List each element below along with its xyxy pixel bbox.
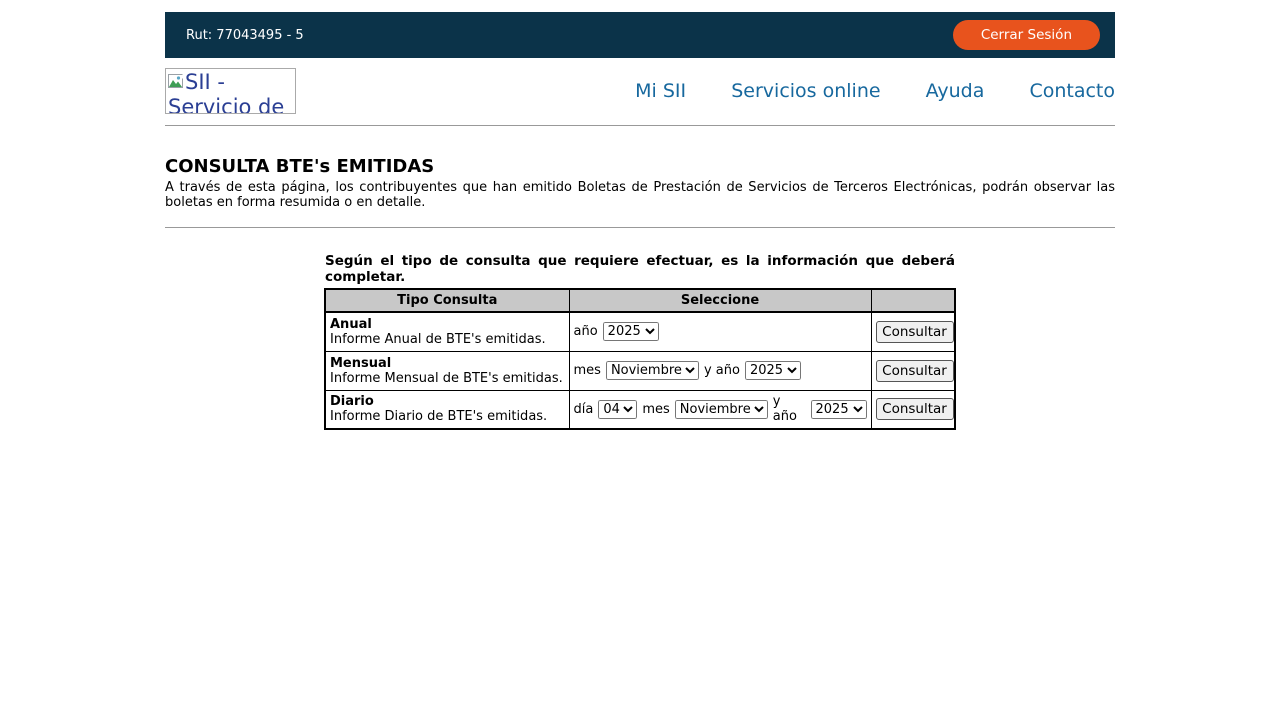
field-label: y año xyxy=(772,394,797,425)
topbar xyxy=(165,12,1115,58)
consultar-button-anual[interactable]: Consultar xyxy=(876,321,954,343)
month-select-diario[interactable] xyxy=(675,400,768,419)
month-select-mensual[interactable] xyxy=(606,361,699,380)
tipo-consulta-cell-diario xyxy=(325,390,569,429)
consulta-table-head xyxy=(325,289,955,312)
nav-mi-sii[interactable]: Mi SII xyxy=(635,80,687,102)
field-group xyxy=(574,322,867,341)
header-divider xyxy=(165,125,1115,126)
col-header-tipo-consulta: Tipo Consulta xyxy=(325,289,569,312)
seleccione-cell-diario xyxy=(569,390,871,429)
year-select-diario[interactable] xyxy=(811,400,867,419)
action-cell-anual xyxy=(871,312,955,351)
table-row-anual xyxy=(325,312,955,351)
action-cell-diario xyxy=(871,390,955,429)
rut-label: Rut: 77043495 - 5 xyxy=(186,27,304,43)
day-select-diario[interactable] xyxy=(598,400,637,419)
year-select-mensual[interactable] xyxy=(745,361,801,380)
col-header-action xyxy=(871,289,955,312)
table-row-diario xyxy=(325,390,955,429)
field-label: mes xyxy=(573,363,601,378)
sii-logo-link[interactable] xyxy=(165,68,296,114)
col-header-seleccione: Seleccione xyxy=(569,289,871,312)
page-title: CONSULTA BTE's EMITIDAS xyxy=(165,156,435,177)
tipo-name: Diario xyxy=(330,394,374,410)
seleccione-cell-mensual xyxy=(569,351,871,390)
nav-ayuda[interactable]: Ayuda xyxy=(925,80,985,102)
year-select-anual[interactable] xyxy=(603,322,659,341)
header-row xyxy=(325,289,955,312)
field-label: año xyxy=(573,324,598,340)
consulta-table xyxy=(324,288,956,430)
content-divider xyxy=(165,227,1115,228)
field-group xyxy=(574,361,867,380)
main-nav xyxy=(595,80,1115,102)
tipo-name: Anual xyxy=(330,316,372,332)
tipo-description: Informe Mensual de BTE's emitidas. xyxy=(330,370,563,386)
consulta-table-body xyxy=(325,312,955,429)
logout-button[interactable]: Cerrar Sesión xyxy=(953,20,1100,50)
action-cell-mensual xyxy=(871,351,955,390)
field-label: día xyxy=(573,401,594,417)
field-label: y año xyxy=(703,363,740,378)
consultar-button-mensual[interactable]: Consultar xyxy=(876,360,954,382)
consultar-button-diario[interactable]: Consultar xyxy=(876,398,954,420)
site-header xyxy=(165,68,1115,114)
page-description: A través de esta página, los contribuyentes que han emitido Boletas de Prestación de Servicios de Terceros Electrónicas, podrán observar las boletas en forma resumida o en detalle. xyxy=(165,180,1115,210)
tipo-description: Informe Anual de BTE's emitidas. xyxy=(330,331,546,347)
tipo-name: Mensual xyxy=(330,355,392,371)
instruction-text: Según el tipo de consulta que requiere efectuar, es la información que deberá completar. xyxy=(325,253,955,285)
broken-image-icon xyxy=(168,70,184,95)
nav-contacto[interactable]: Contacto xyxy=(1029,80,1115,102)
tipo-consulta-cell-mensual xyxy=(325,351,569,390)
tipo-consulta-cell-anual xyxy=(325,312,569,351)
table-row-mensual xyxy=(325,351,955,390)
nav-servicios-online[interactable]: Servicios online xyxy=(731,80,881,102)
tipo-description: Informe Diario de BTE's emitidas. xyxy=(330,409,548,425)
logo-alt-text: SII - Servicio de xyxy=(168,70,285,114)
seleccione-cell-anual xyxy=(569,312,871,351)
field-group xyxy=(574,394,867,424)
page-container xyxy=(165,0,1115,430)
field-label: mes xyxy=(642,401,670,417)
